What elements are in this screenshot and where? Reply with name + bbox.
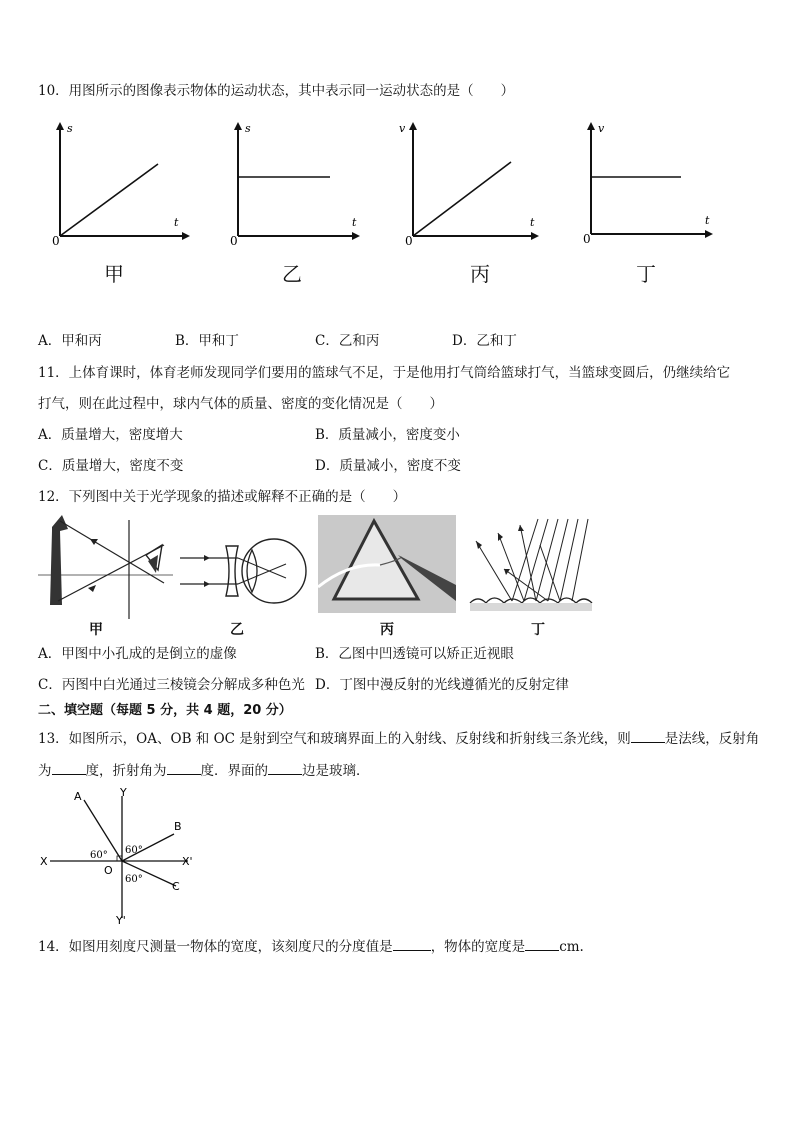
- q10-graph-ding: [581, 118, 721, 248]
- q14-text-a: 14．如图用刻度尺测量一物体的宽度，该刻度尺的分度值是: [38, 939, 393, 955]
- q13-angle-3: 60°: [125, 874, 143, 885]
- q10-graph-yi: [228, 118, 368, 248]
- q13-line2-text-a: 为: [38, 763, 52, 779]
- q13-line1-text-a: 13．如图所示，OA、OB 和 OC 是射到空气和玻璃界面上的入射线、反射线和折射线三条光线，则: [38, 731, 631, 747]
- q13-angle-2: 60°: [125, 845, 143, 856]
- q13-label-c: C: [172, 880, 180, 893]
- q13-label-b: B: [174, 820, 182, 833]
- q14-text-b: ，物体的宽度是: [430, 939, 526, 955]
- q14-blank-division[interactable]: [393, 936, 431, 951]
- q12-caption-ding: 丁: [531, 622, 545, 638]
- q10-option-a: A．甲和丙: [38, 333, 102, 349]
- q10-ding-origin: 0: [583, 232, 591, 246]
- q12-figure-yi-eye: [178, 520, 313, 620]
- q12-caption-bing: 丙: [380, 622, 394, 638]
- q11-stem-line1: 11．上体育课时，体育老师发现同学们要用的篮球气不足，于是他用打气筒给篮球打气，当篮球变圆后，仍继续给它: [38, 365, 731, 381]
- q14-blank-width[interactable]: [525, 936, 559, 951]
- q13-line2: [38, 760, 370, 780]
- q10-bing-ylabel: v: [399, 122, 406, 135]
- q10-option-d: D．乙和丁: [452, 333, 517, 349]
- q13-line2-text-c: 度．界面的: [200, 763, 268, 779]
- q14-line: [38, 936, 584, 956]
- q12-figure-ding-diffuse: [468, 515, 596, 615]
- q10-caption-yi: 乙: [282, 262, 302, 286]
- q11-option-c: C．质量增大，密度不变: [38, 458, 184, 474]
- q12-caption-jia: 甲: [89, 622, 103, 638]
- q10-ding-ylabel: v: [598, 122, 605, 135]
- q14-text-c: cm.: [559, 939, 584, 955]
- q13-line1-text-b: 是法线，反射角: [664, 731, 760, 747]
- q10-bing-xlabel: t: [530, 216, 535, 229]
- q10-ding-xlabel: t: [705, 214, 710, 227]
- q10-yi-xlabel: t: [352, 216, 357, 229]
- q12-option-a: A．甲图中小孔成的是倒立的虚像: [38, 646, 237, 662]
- q11-option-a: A．质量增大，密度增大: [38, 427, 183, 443]
- q13-line1: [38, 728, 759, 748]
- q13-figure-light-rays: [36, 786, 206, 926]
- q10-yi-ylabel: s: [245, 122, 251, 135]
- q13-blank-glass-side[interactable]: [268, 760, 302, 775]
- q13-blank-refraction-angle[interactable]: [167, 760, 201, 775]
- q11-stem-line2: 打气，则在此过程中，球内气体的质量、密度的变化情况是（ ）: [38, 396, 443, 412]
- q13-label-x: X: [40, 855, 48, 868]
- q13-line2-text-b: 度，折射角为: [85, 763, 167, 779]
- q12-figure-bing-prism: [318, 515, 458, 615]
- q10-graph-jia: [50, 118, 190, 248]
- q12-option-c: C．丙图中白光通过三棱镜会分解成多种色光: [38, 677, 305, 693]
- q13-label-y-prime: Y': [116, 914, 126, 927]
- q12-stem: 12．下列图中关于光学现象的描述或解释不正确的是（ ）: [38, 489, 407, 505]
- q10-caption-bing: 丙: [470, 262, 490, 286]
- q10-jia-ylabel: s: [67, 122, 73, 135]
- q13-angle-1: 60°: [90, 850, 108, 861]
- section-title-fill-in: 二、填空题（每题 5 分，共 4 题，20 分）: [38, 703, 292, 718]
- q10-stem: 10．用图所示的图像表示物体的运动状态，其中表示同一运动状态的是（ ）: [38, 83, 515, 99]
- q13-label-a: A: [74, 790, 82, 803]
- q10-graph-bing: [399, 118, 543, 248]
- q12-option-d: D．丁图中漫反射的光线遵循光的反射定律: [315, 677, 569, 693]
- q10-caption-ding: 丁: [636, 262, 656, 286]
- q13-label-o: O: [104, 864, 113, 877]
- q10-option-c: C．乙和丙: [315, 333, 380, 349]
- q13-blank-reflection-angle[interactable]: [52, 760, 86, 775]
- q12-figure-jia-pinhole: [38, 515, 178, 625]
- q12-option-b: B．乙图中凹透镜可以矫正近视眼: [315, 646, 514, 662]
- q13-blank-normal[interactable]: [631, 728, 665, 743]
- q10-option-b: B．甲和丁: [175, 333, 239, 349]
- q10-jia-origin: 0: [52, 234, 60, 248]
- q10-caption-jia: 甲: [104, 262, 124, 286]
- q13-label-x-prime: X': [182, 855, 193, 868]
- q11-option-d: D．质量减小，密度不变: [315, 458, 461, 474]
- q12-caption-yi: 乙: [230, 622, 244, 638]
- q10-bing-origin: 0: [405, 234, 413, 248]
- q11-option-b: B．质量减小，密度变小: [315, 427, 460, 443]
- q13-line2-text-d: 边是玻璃．: [302, 763, 370, 779]
- q10-jia-xlabel: t: [174, 216, 179, 229]
- q13-label-y: Y: [120, 786, 127, 799]
- q10-yi-origin: 0: [230, 234, 238, 248]
